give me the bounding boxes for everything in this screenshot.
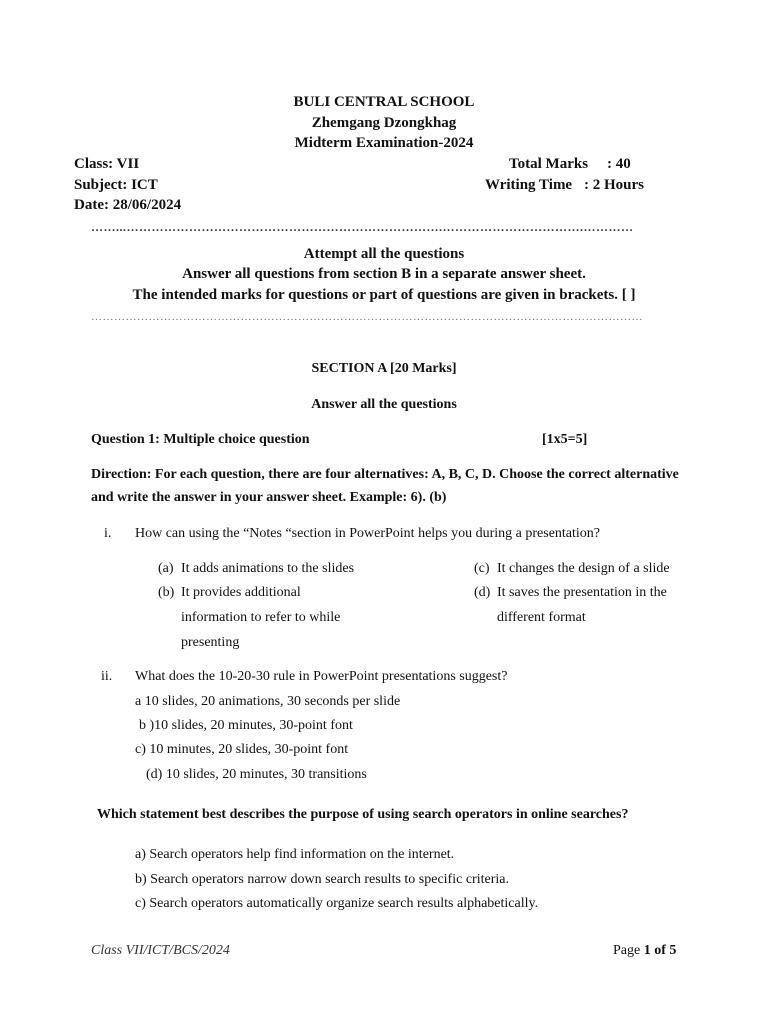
question-ii-option-c: c) 10 minutes, 20 slides, 30-point font [135,742,349,757]
class-label: Class: VII [74,156,140,172]
option-d-label: (d) [474,585,491,600]
instruction-2: Answer all questions from section B in a separate answer sheet. [182,266,586,282]
question-ii-number: ii. [101,669,113,684]
school-name: BULI CENTRAL SCHOOL [293,94,475,110]
option-a-text: It adds animations to the slides [181,561,355,576]
date-label: Date: 28/06/2024 [74,197,182,213]
page-total: 5 [669,943,677,958]
question-ii-option-b: b )10 slides, 20 minutes, 30-point font [139,718,353,733]
question-i-number: i. [104,526,112,541]
option-b-label: (b) [158,585,175,600]
question-iii-option-c: c) Search operators automatically organize search results alphabetically. [135,896,539,911]
option-d-line-2: different format [497,610,586,625]
page-current: 1 [643,943,651,958]
instruction-1: Attempt all the questions [303,246,465,262]
question-i-text: How can using the “Notes “section in PowerPoint helps you during a presentation? [135,526,601,541]
total-marks-label: Total Marks [509,156,589,172]
question-1-marks: [1x5=5] [542,432,588,447]
question-iii-option-b: b) Search operators narrow down search results to specific criteria. [135,872,509,887]
question-ii-option-d: (d) 10 slides, 20 minutes, 30 transitions [146,767,367,782]
question-1-title: Question 1: Multiple choice question [91,432,310,447]
section-subtitle: Answer all the questions [311,397,457,412]
option-c-text: It changes the design of a slide [497,561,670,576]
separator-bottom: ……………………………………………………………………………………………………………………………… [91,312,643,322]
total-marks-value: : 40 [607,156,631,172]
direction-line-1: Direction: For each question, there are four alternatives: A, B, C, D. Choose the correct alternative [91,467,679,482]
district-name: Zhemgang Dzongkhag [311,115,457,131]
question-iii-option-a: a) Search operators help find information on the internet. [135,847,455,862]
page-number [613,943,676,959]
option-a-label: (a) [158,561,174,576]
instruction-3: The intended marks for questions or part of questions are given in brackets. [ ] [132,287,636,303]
question-iii-text: Which statement best describes the purpose of using search operators in online searches? [97,807,629,822]
question-ii-option-a: a 10 slides, 20 animations, 30 seconds per slide [135,694,401,709]
page-of: of [650,943,670,958]
section-title: SECTION A [20 Marks] [311,361,457,376]
option-c-label: (c) [474,561,490,576]
option-b-line-2: information to refer to while [181,610,341,625]
footer-code: Class VII/ICT/BCS/2024 [91,943,230,958]
writing-time-label: Writing Time [485,177,573,193]
direction-line-2: and write the answer in your answer sheet. Example: 6). (b) [91,490,447,505]
question-ii-text: What does the 10-20-30 rule in PowerPoint presentations suggest? [135,669,508,684]
writing-time-value: : 2 Hours [584,177,644,193]
page-prefix: Page [613,943,644,958]
option-b-line-3: presenting [181,635,240,650]
option-b-line-1: It provides additional [181,585,301,600]
subject-label: Subject: ICT [74,177,158,193]
separator-top: ……...………………………………………………………………….…………………………….………… [91,222,634,232]
exam-title: Midterm Examination-2024 [294,135,474,151]
option-d-line-1: It saves the presentation in the [497,585,667,600]
